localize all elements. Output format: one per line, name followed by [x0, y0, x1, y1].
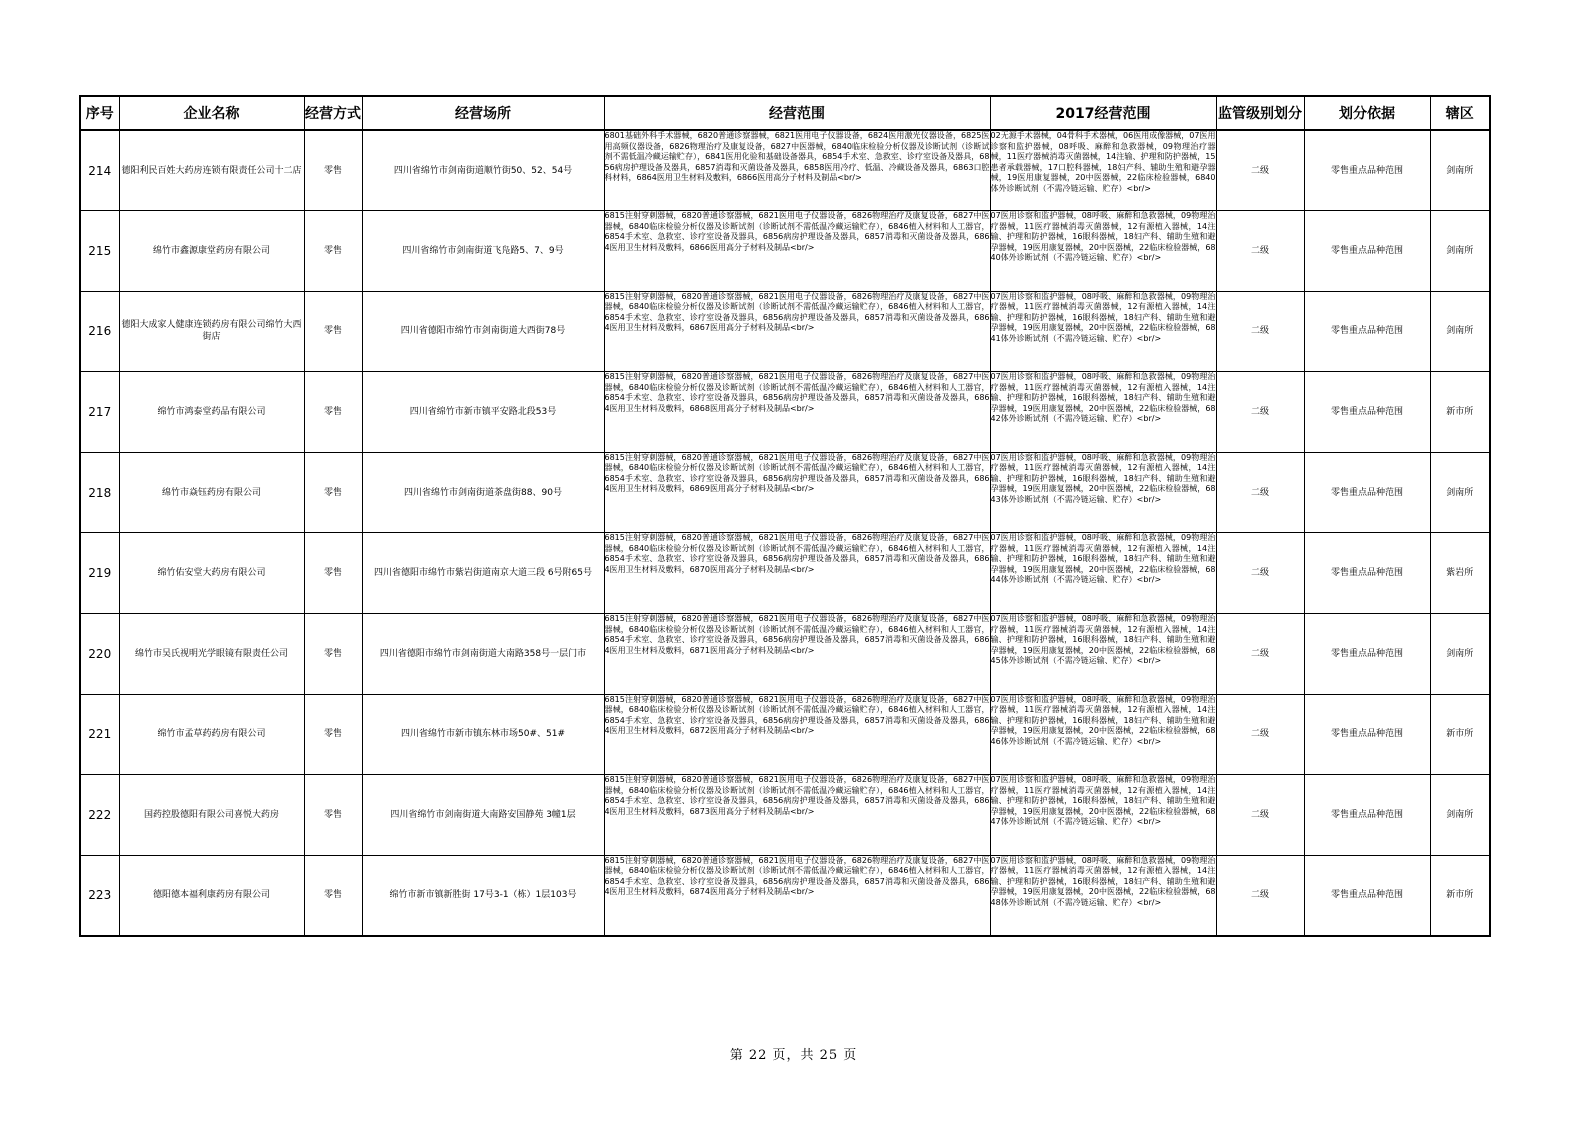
- scope-2017-cell: 07医用诊察和监护器械，08呼吸、麻醉和急救器械，09物理治疗器械，11医疗器械消毒灭菌器械，12有源植入器械，14注输、护理和防护器械，16眼科器械，18妇产科、辅助生殖和避孕器械，19医用康复器械，20中医器械，22临床检验器械，6845体外诊断试剂（不需冷链运输、贮存）<br/>: [990, 614, 1216, 695]
- scope-2017-cell: 07医用诊察和监护器械，08呼吸、麻醉和急救器械，09物理治疗器械，11医疗器械消毒灭菌器械，12有源植入器械，14注输、护理和防护器械，16眼科器械，18妇产科、辅助生殖和避孕器械，19医用康复器械，20中医器械，22临床检验器械，6840体外诊断试剂（不需冷链运输、贮存）<br/>: [990, 211, 1216, 292]
- district-cell: 紫岩所: [1430, 533, 1490, 614]
- company-name-cell: 绵竹市焱钰药房有限公司: [119, 452, 304, 533]
- seq-cell: 222: [80, 775, 119, 856]
- seq-cell: 216: [80, 291, 119, 372]
- seq-cell: 220: [80, 614, 119, 695]
- seq-cell: 215: [80, 211, 119, 292]
- seq-cell: 219: [80, 533, 119, 614]
- company-name-cell: 德阳利民百姓大药房连锁有限责任公司十二店: [119, 130, 304, 211]
- company-name-cell: 绵竹市孟草药药房有限公司: [119, 694, 304, 775]
- table-row: [80, 855, 1490, 936]
- address-cell: 四川省德阳市绵竹市紫岩街道南京大道三段 6号附65号: [362, 533, 604, 614]
- business-mode-cell: 零售: [304, 855, 362, 936]
- address-cell: 四川省绵竹市剑南街道大南路安国静苑 3幢1层: [362, 775, 604, 856]
- classification-basis-cell: 零售重点品种范围: [1304, 775, 1430, 856]
- address-cell: 四川省德阳市绵竹市剑南街道大西街78号: [362, 291, 604, 372]
- header-company: 企业名称: [119, 96, 304, 130]
- company-name-cell: 国药控股德阳有限公司喜悦大药房: [119, 775, 304, 856]
- business-scope-cell: 6815注射穿刺器械，6820普通诊察器械，6821医用电子仪器设备，6826物理治疗及康复设备，6827中医器械，6840临床检验分析仪器及诊断试剂（诊断试剂不需低温冷藏运输贮存），6846植入材料和人工器官，6854手术室、急救室、诊疗室设备及器具，6856病房护理设备及器具，6857消毒和灭菌设备及器具，6864医用卫生材料及敷料，6871医用高分子材料及制品<br/>: [604, 614, 990, 695]
- enterprise-table: [79, 95, 1491, 937]
- table-row: [80, 694, 1490, 775]
- header-basis: 划分依据: [1304, 96, 1430, 130]
- seq-cell: 214: [80, 130, 119, 211]
- header-address: 经营场所: [362, 96, 604, 130]
- classification-basis-cell: 零售重点品种范围: [1304, 614, 1430, 695]
- district-cell: 剑南所: [1430, 614, 1490, 695]
- business-scope-cell: 6815注射穿刺器械，6820普通诊察器械，6821医用电子仪器设备，6826物理治疗及康复设备，6827中医器械，6840临床检验分析仪器及诊断试剂（诊断试剂不需低温冷藏运输贮存），6846植入材料和人工器官，6854手术室、急救室、诊疗室设备及器具，6856病房护理设备及器具，6857消毒和灭菌设备及器具，6864医用卫生材料及敷料，6873医用高分子材料及制品<br/>: [604, 775, 990, 856]
- address-cell: 四川省绵竹市剑南街道顺竹街50、52、54号: [362, 130, 604, 211]
- classification-basis-cell: 零售重点品种范围: [1304, 452, 1430, 533]
- table-row: [80, 211, 1490, 292]
- scope-2017-cell: 07医用诊察和监护器械，08呼吸、麻醉和急救器械，09物理治疗器械，11医疗器械消毒灭菌器械，12有源植入器械，14注输、护理和防护器械，16眼科器械，18妇产科、辅助生殖和避孕器械，19医用康复器械，20中医器械，22临床检验器械，6842体外诊断试剂（不需冷链运输、贮存）<br/>: [990, 372, 1216, 453]
- seq-cell: 223: [80, 855, 119, 936]
- address-cell: 四川省德阳市绵竹市剑南街道大南路358号一层门市: [362, 614, 604, 695]
- business-scope-cell: 6815注射穿刺器械，6820普通诊察器械，6821医用电子仪器设备，6826物理治疗及康复设备，6827中医器械，6840临床检验分析仪器及诊断试剂（诊断试剂不需低温冷藏运输贮存），6846植入材料和人工器官，6854手术室、急救室、诊疗室设备及器具，6856病房护理设备及器具，6857消毒和灭菌设备及器具，6864医用卫生材料及敷料，6872医用高分子材料及制品<br/>: [604, 694, 990, 775]
- table-row: [80, 533, 1490, 614]
- table-row: [80, 291, 1490, 372]
- table-row: [80, 452, 1490, 533]
- table-row: [80, 775, 1490, 856]
- supervision-level-cell: 二级: [1216, 533, 1304, 614]
- header-scope-2017: 2017经营范围: [990, 96, 1216, 130]
- header-district: 辖区: [1430, 96, 1490, 130]
- scope-2017-cell: 07医用诊察和监护器械，08呼吸、麻醉和急救器械，09物理治疗器械，11医疗器械消毒灭菌器械，12有源植入器械，14注输、护理和防护器械，16眼科器械，18妇产科、辅助生殖和避孕器械，19医用康复器械，20中医器械，22临床检验器械，6843体外诊断试剂（不需冷链运输、贮存）<br/>: [990, 452, 1216, 533]
- scope-2017-cell: 07医用诊察和监护器械，08呼吸、麻醉和急救器械，09物理治疗器械，11医疗器械消毒灭菌器械，12有源植入器械，14注输、护理和防护器械，16眼科器械，18妇产科、辅助生殖和避孕器械，19医用康复器械，20中医器械，22临床检验器械，6846体外诊断试剂（不需冷链运输、贮存）<br/>: [990, 694, 1216, 775]
- seq-cell: 221: [80, 694, 119, 775]
- company-name-cell: 德阳德本福利康药房有限公司: [119, 855, 304, 936]
- business-scope-cell: 6815注射穿刺器械，6820普通诊察器械，6821医用电子仪器设备，6826物理治疗及康复设备，6827中医器械，6840临床检验分析仪器及诊断试剂（诊断试剂不需低温冷藏运输贮存），6846植入材料和人工器官，6854手术室、急救室、诊疗室设备及器具，6856病房护理设备及器具，6857消毒和灭菌设备及器具，6864医用卫生材料及敷料，6874医用高分子材料及制品<br/>: [604, 855, 990, 936]
- business-mode-cell: 零售: [304, 291, 362, 372]
- district-cell: 剑南所: [1430, 211, 1490, 292]
- classification-basis-cell: 零售重点品种范围: [1304, 533, 1430, 614]
- table-row: [80, 614, 1490, 695]
- supervision-level-cell: 二级: [1216, 855, 1304, 936]
- supervision-level-cell: 二级: [1216, 372, 1304, 453]
- district-cell: 剑南所: [1430, 452, 1490, 533]
- classification-basis-cell: 零售重点品种范围: [1304, 211, 1430, 292]
- table-row: [80, 372, 1490, 453]
- business-mode-cell: 零售: [304, 372, 362, 453]
- business-mode-cell: 零售: [304, 775, 362, 856]
- supervision-level-cell: 二级: [1216, 452, 1304, 533]
- company-name-cell: 绵竹市吴氏视明光学眼镜有限责任公司: [119, 614, 304, 695]
- business-scope-cell: 6815注射穿刺器械，6820普通诊察器械，6821医用电子仪器设备，6826物理治疗及康复设备，6827中医器械，6840临床检验分析仪器及诊断试剂（诊断试剂不需低温冷藏运输贮存），6846植入材料和人工器官，6854手术室、急救室、诊疗室设备及器具，6856病房护理设备及器具，6857消毒和灭菌设备及器具，6864医用卫生材料及敷料，6869医用高分子材料及制品<br/>: [604, 452, 990, 533]
- classification-basis-cell: 零售重点品种范围: [1304, 130, 1430, 211]
- scope-2017-cell: 07医用诊察和监护器械，08呼吸、麻醉和急救器械，09物理治疗器械，11医疗器械消毒灭菌器械，12有源植入器械，14注输、护理和防护器械，16眼科器械，18妇产科、辅助生殖和避孕器械，19医用康复器械，20中医器械，22临床检验器械，6847体外诊断试剂（不需冷链运输、贮存）<br/>: [990, 775, 1216, 856]
- supervision-level-cell: 二级: [1216, 211, 1304, 292]
- address-cell: 四川省绵竹市新市镇平安路北段53号: [362, 372, 604, 453]
- business-mode-cell: 零售: [304, 533, 362, 614]
- supervision-level-cell: 二级: [1216, 130, 1304, 211]
- classification-basis-cell: 零售重点品种范围: [1304, 855, 1430, 936]
- business-mode-cell: 零售: [304, 211, 362, 292]
- scope-2017-cell: 02无源手术器械，04骨科手术器械，06医用成像器械，07医用诊察和监护器械，08呼吸、麻醉和急救器械，09物理治疗器械，11医疗器械消毒灭菌器械，14注输、护理和防护器械，15患者承载器械，17口腔科器械，18妇产科、辅助生殖和避孕器械，19医用康复器械，20中医器械，22临床检验器械，6840体外诊断试剂（不需冷链运输、贮存）<br/>: [990, 130, 1216, 211]
- business-mode-cell: 零售: [304, 452, 362, 533]
- seq-cell: 218: [80, 452, 119, 533]
- district-cell: 剑南所: [1430, 775, 1490, 856]
- business-mode-cell: 零售: [304, 130, 362, 211]
- district-cell: 剑南所: [1430, 291, 1490, 372]
- company-name-cell: 绵竹佑安堂大药房有限公司: [119, 533, 304, 614]
- classification-basis-cell: 零售重点品种范围: [1304, 694, 1430, 775]
- district-cell: 新市所: [1430, 372, 1490, 453]
- district-cell: 剑南所: [1430, 130, 1490, 211]
- header-seq: 序号: [80, 96, 119, 130]
- business-scope-cell: 6815注射穿刺器械，6820普通诊察器械，6821医用电子仪器设备，6826物理治疗及康复设备，6827中医器械，6840临床检验分析仪器及诊断试剂（诊断试剂不需低温冷藏运输贮存），6846植入材料和人工器官，6854手术室、急救室、诊疗室设备及器具，6856病房护理设备及器具，6857消毒和灭菌设备及器具，6864医用卫生材料及敷料，6867医用高分子材料及制品<br/>: [604, 291, 990, 372]
- classification-basis-cell: 零售重点品种范围: [1304, 372, 1430, 453]
- seq-cell: 217: [80, 372, 119, 453]
- page-footer: 第 22 页，共 25 页: [729, 1048, 858, 1063]
- district-cell: 新市所: [1430, 855, 1490, 936]
- address-cell: 绵竹市新市镇新胜街 17号3-1（栋）1层103号: [362, 855, 604, 936]
- supervision-level-cell: 二级: [1216, 614, 1304, 695]
- supervision-level-cell: 二级: [1216, 775, 1304, 856]
- address-cell: 四川省绵竹市剑南街道茶盘街88、90号: [362, 452, 604, 533]
- address-cell: 四川省绵竹市新市镇东林市场50#、51#: [362, 694, 604, 775]
- scope-2017-cell: 07医用诊察和监护器械，08呼吸、麻醉和急救器械，09物理治疗器械，11医疗器械消毒灭菌器械，12有源植入器械，14注输、护理和防护器械，16眼科器械，18妇产科、辅助生殖和避孕器械，19医用康复器械，20中医器械，22临床检验器械，6841体外诊断试剂（不需冷链运输、贮存）<br/>: [990, 291, 1216, 372]
- company-name-cell: 绵竹市鑫源康堂药房有限公司: [119, 211, 304, 292]
- business-mode-cell: 零售: [304, 694, 362, 775]
- classification-basis-cell: 零售重点品种范围: [1304, 291, 1430, 372]
- scope-2017-cell: 07医用诊察和监护器械，08呼吸、麻醉和急救器械，09物理治疗器械，11医疗器械消毒灭菌器械，12有源植入器械，14注输、护理和防护器械，16眼科器械，18妇产科、辅助生殖和避孕器械，19医用康复器械，20中医器械，22临床检验器械，6844体外诊断试剂（不需冷链运输、贮存）<br/>: [990, 533, 1216, 614]
- header-mode: 经营方式: [304, 96, 362, 130]
- company-name-cell: 德阳大成家人健康连锁药房有限公司绵竹大西街店: [119, 291, 304, 372]
- business-scope-cell: 6815注射穿刺器械，6820普通诊察器械，6821医用电子仪器设备，6826物理治疗及康复设备，6827中医器械，6840临床检验分析仪器及诊断试剂（诊断试剂不需低温冷藏运输贮存），6846植入材料和人工器官，6854手术室、急救室、诊疗室设备及器具，6856病房护理设备及器具，6857消毒和灭菌设备及器具，6864医用卫生材料及敷料，6870医用高分子材料及制品<br/>: [604, 533, 990, 614]
- header-row: [80, 96, 1490, 130]
- supervision-level-cell: 二级: [1216, 694, 1304, 775]
- address-cell: 四川省绵竹市剑南街道飞凫路5、7、9号: [362, 211, 604, 292]
- district-cell: 新市所: [1430, 694, 1490, 775]
- business-mode-cell: 零售: [304, 614, 362, 695]
- scope-2017-cell: 07医用诊察和监护器械，08呼吸、麻醉和急救器械，09物理治疗器械，11医疗器械消毒灭菌器械，12有源植入器械，14注输、护理和防护器械，16眼科器械，18妇产科、辅助生殖和避孕器械，19医用康复器械，20中医器械，22临床检验器械，6848体外诊断试剂（不需冷链运输、贮存）<br/>: [990, 855, 1216, 936]
- business-scope-cell: 6801基础外科手术器械，6820普通诊察器械，6821医用电子仪器设备，6824医用激光仪器设备，6825医用高频仪器设备，6826物理治疗及康复设备，6827中医器械，6840临床检验分析仪器及诊断试剂（诊断试剂不需低温冷藏运输贮存），6841医用化验和基础设备器具，6854手术室、急救室、诊疗室设备及器具，6856病房护理设备及器具，6857消毒和灭菌设备及器具，6858医用冷疗、低温、冷藏设备及器具，6863口腔科材料，6864医用卫生材料及敷料，6866医用高分子材料及制品<br/>: [604, 130, 990, 211]
- header-scope: 经营范围: [604, 96, 990, 130]
- header-level: 监管级别划分: [1216, 96, 1304, 130]
- table-row: [80, 130, 1490, 211]
- supervision-level-cell: 二级: [1216, 291, 1304, 372]
- company-name-cell: 绵竹市鸿泰堂药品有限公司: [119, 372, 304, 453]
- business-scope-cell: 6815注射穿刺器械，6820普通诊察器械，6821医用电子仪器设备，6826物理治疗及康复设备，6827中医器械，6840临床检验分析仪器及诊断试剂（诊断试剂不需低温冷藏运输贮存），6846植入材料和人工器官，6854手术室、急救室、诊疗室设备及器具，6856病房护理设备及器具，6857消毒和灭菌设备及器具，6864医用卫生材料及敷料，6868医用高分子材料及制品<br/>: [604, 372, 990, 453]
- business-scope-cell: 6815注射穿刺器械，6820普通诊察器械，6821医用电子仪器设备，6826物理治疗及康复设备，6827中医器械，6840临床检验分析仪器及诊断试剂（诊断试剂不需低温冷藏运输贮存），6846植入材料和人工器官，6854手术室、急救室、诊疗室设备及器具，6856病房护理设备及器具，6857消毒和灭菌设备及器具，6864医用卫生材料及敷料，6866医用高分子材料及制品<br/>: [604, 211, 990, 292]
